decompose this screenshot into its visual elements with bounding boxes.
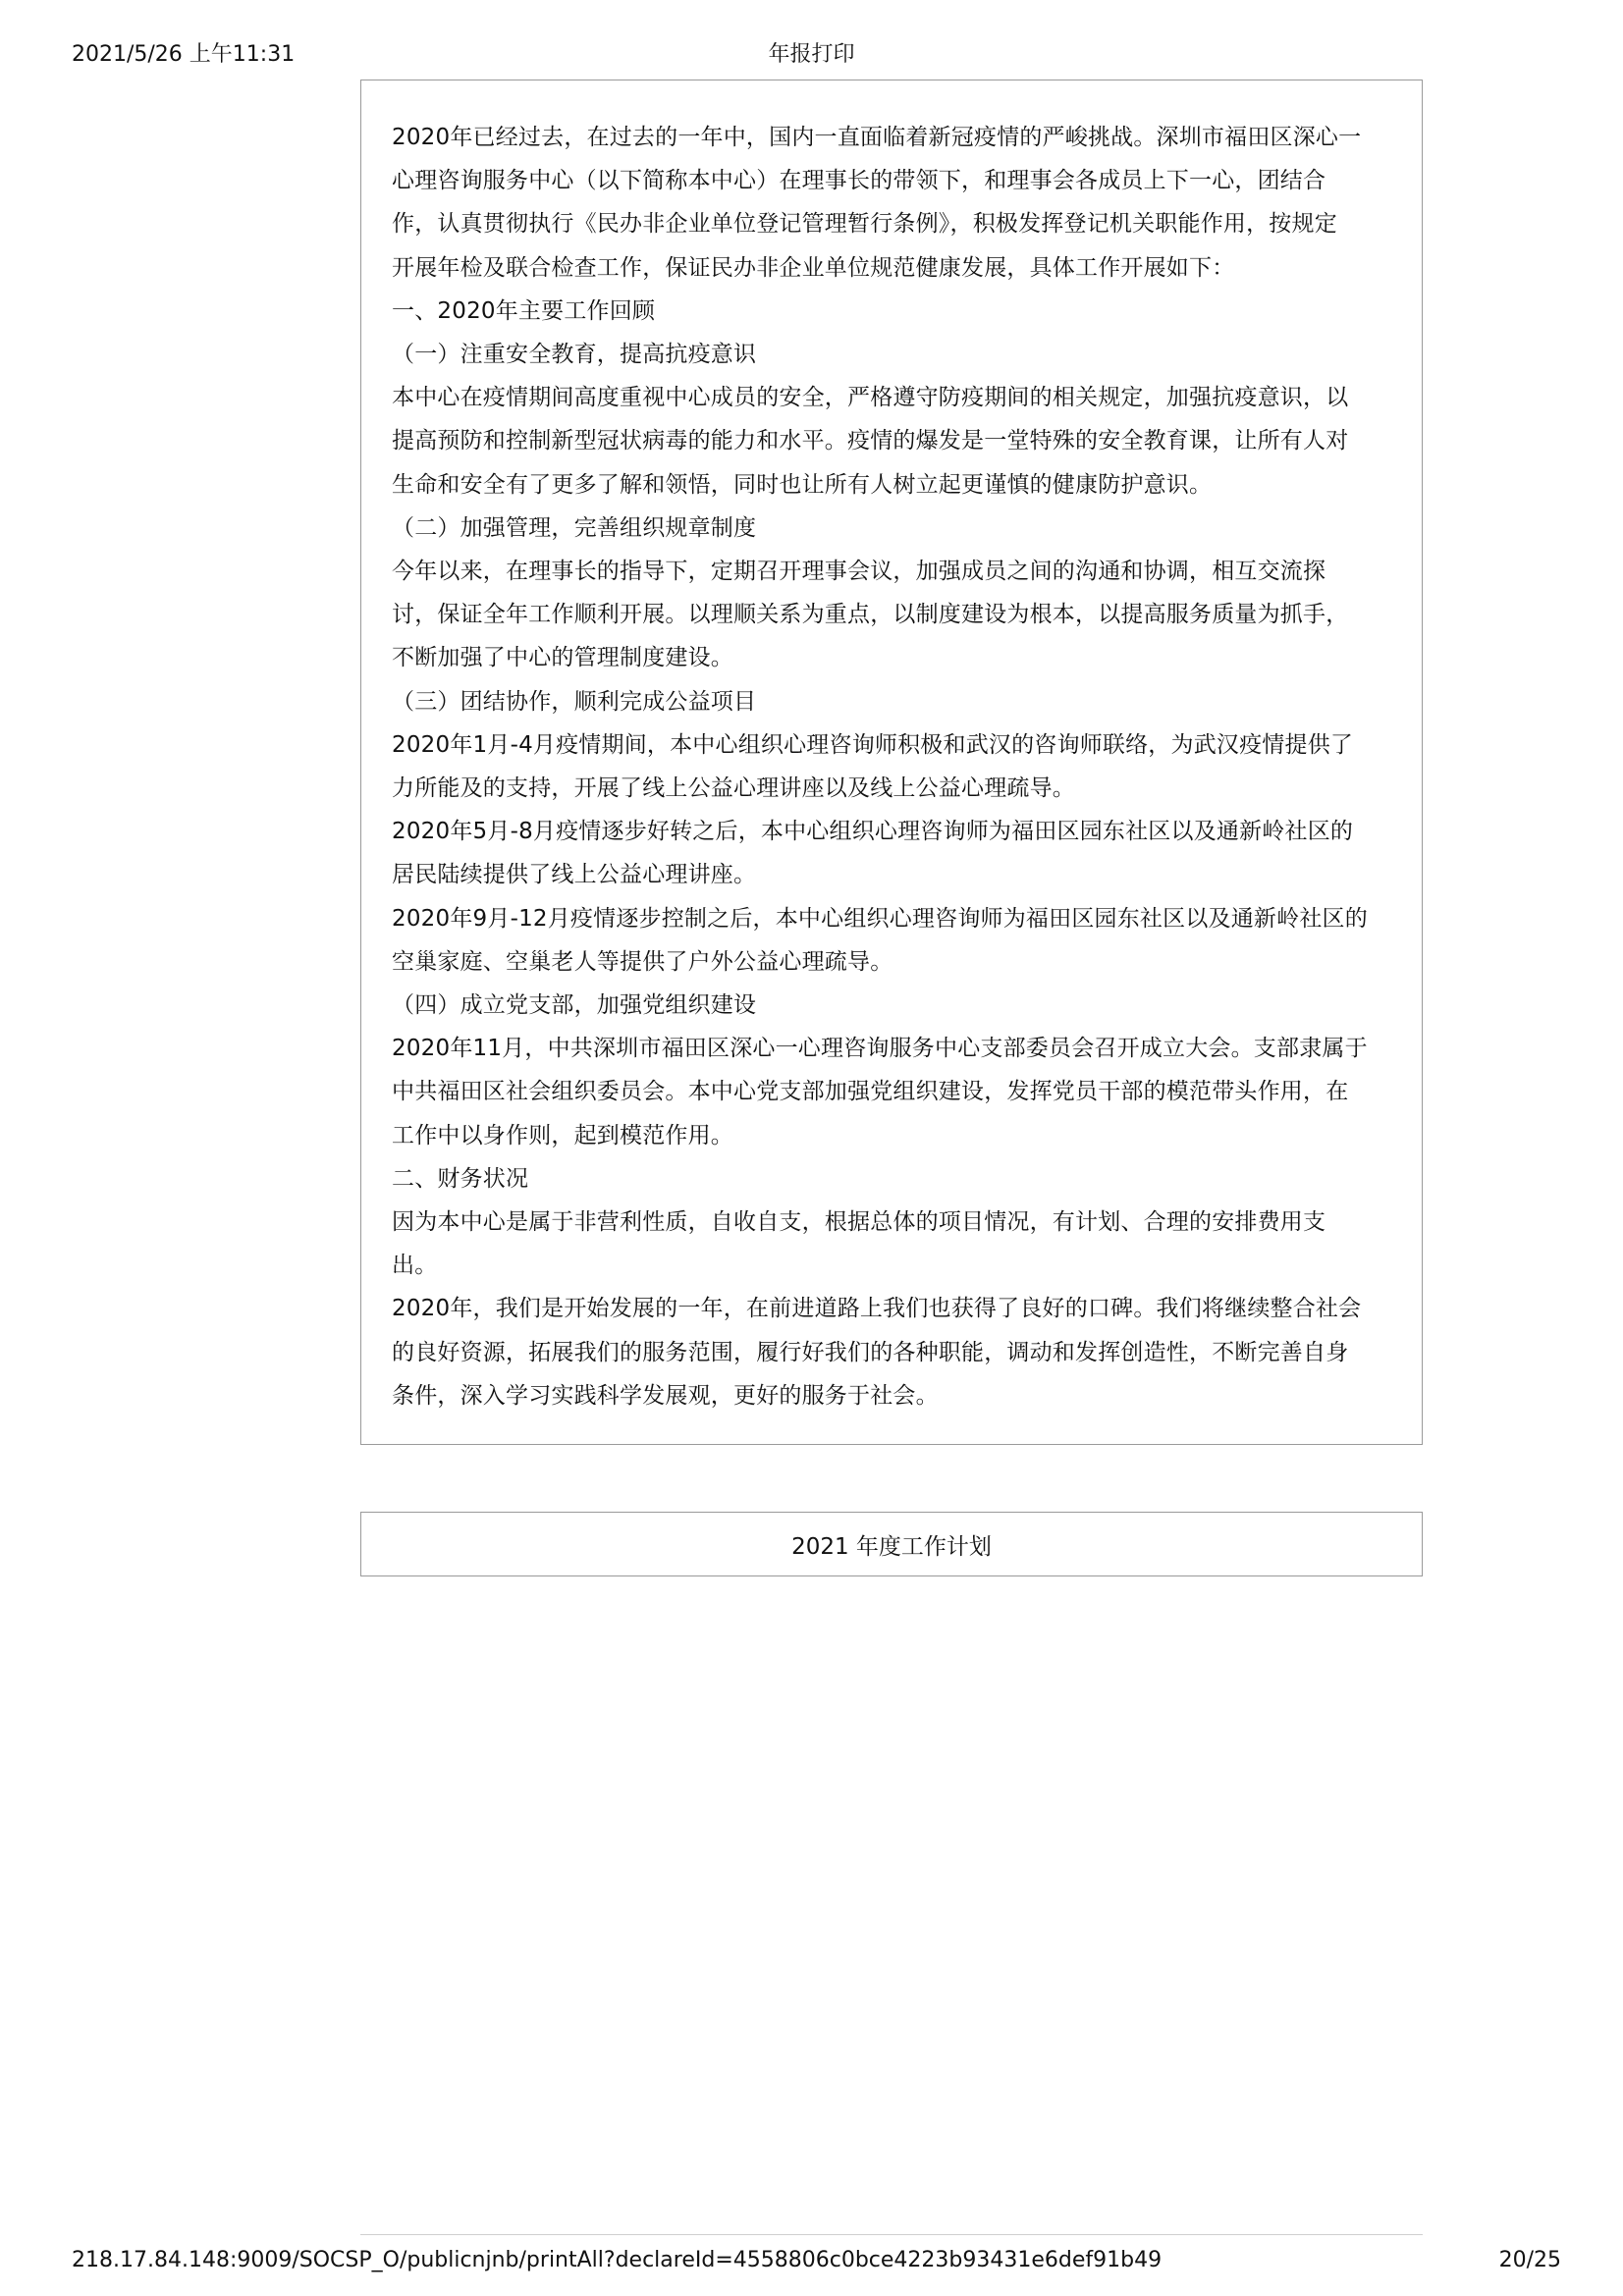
subsection-heading: （一）注重安全教育，提高抗疫意识 [392,342,757,368]
report-line: 出。 [392,1253,438,1279]
report-line: 作，认真贯彻执行《民办非企业单位登记管理暂行条例》，积极发挥登记机关职能作用，按规定 [392,211,1337,238]
report-line: 2020年，我们是开始发展的一年，在前进道路上我们也获得了良好的口碑。我们将继续整合社会 [392,1296,1362,1322]
report-line: 不断加强了中心的管理制度建设。 [392,645,733,671]
print-page-title: 年报打印 [768,42,855,67]
subsection-heading: （二）加强管理，完善组织规章制度 [392,514,757,541]
subsection-heading: （四）成立党支部，加强党组织建设 [392,992,757,1019]
report-line: 2020年1月-4月疫情期间，本中心组织心理咨询师积极和武汉的咨询师联络，为武汉疫情提供了 [392,731,1354,758]
report-line: 的良好资源，拓展我们的服务范围，履行好我们的各种职能，调动和发挥创造性，不断完善自身 [392,1339,1349,1365]
report-line: 力所能及的支持，开展了线上公益心理讲座以及线上公益心理疏导。 [392,775,1075,802]
report-line: 讨，保证全年工作顺利开展。以理顺关系为重点，以制度建设为根本，以提高服务质量为抓手， [392,602,1349,628]
page-number: 20/25 [1498,2248,1561,2272]
report-line: 生命和安全有了更多了解和领悟，同时也让所有人树立起更谨慎的健康防护意识。 [392,471,1213,498]
report-line: 工作中以身作则，起到模范作用。 [392,1122,733,1148]
subsection-heading: （三）团结协作，顺利完成公益项目 [392,688,757,715]
print-datetime: 2021/5/26 上午11:31 [72,42,296,67]
report-summary-box [360,80,1423,1445]
report-line: 今年以来，在理事长的指导下，定期召开理事会议，加强成员之间的沟通和协调，相互交流探 [392,559,1326,585]
work-plan-heading-box [360,1512,1423,1576]
work-plan-heading: 2021 年度工作计划 [791,1533,992,1560]
report-line: 2020年5月-8月疫情逐步好转之后，本中心组织心理咨询师为福田区园东社区以及通新岭社区的 [392,819,1354,845]
report-line: 2020年已经过去，在过去的一年中，国内一直面临着新冠疫情的严峻挑战。深圳市福田区深心一 [392,125,1362,150]
report-line: 条件，深入学习实践科学发展观，更好的服务于社会。 [392,1382,939,1409]
report-line: 居民陆续提供了线上公益心理讲座。 [392,862,757,888]
report-line: 开展年检及联合检查工作，保证民办非企业单位规范健康发展，具体工作开展如下： [392,254,1235,281]
report-line: 中共福田区社会组织委员会。本中心党支部加强党组织建设，发挥党员干部的模范带头作用，在 [392,1079,1349,1105]
report-line: 本中心在疫情期间高度重视中心成员的安全，严格遵守防疫期间的相关规定，加强抗疫意识，以 [392,385,1349,411]
report-line: 心理咨询服务中心（以下简称本中心）在理事长的带领下，和理事会各成员上下一心，团结合 [392,168,1326,194]
section-heading: 一、2020年主要工作回顾 [392,297,656,324]
report-line: 2020年11月，中共深圳市福田区深心一心理咨询服务中心支部委员会召开成立大会。支部隶属于 [392,1036,1368,1062]
report-line: 提高预防和控制新型冠状病毒的能力和水平。疫情的爆发是一堂特殊的安全教育课，让所有人对 [392,428,1349,454]
section-heading: 二、财务状况 [392,1165,529,1192]
report-line: 空巢家庭、空巢老人等提供了户外公益心理疏导。 [392,948,893,975]
print-source-url: 218.17.84.148:9009/SOCSP_O/publicnjnb/printAll?declareId=4558806c0bce4223b93431e6def91b49 [72,2248,1163,2272]
footer-divider [360,2234,1423,2235]
report-line: 因为本中心是属于非营利性质，自收自支，根据总体的项目情况，有计划、合理的安排费用支 [392,1209,1326,1236]
report-line: 2020年9月-12月疫情逐步控制之后，本中心组织心理咨询师为福田区园东社区以及通新岭社区的 [392,905,1368,932]
